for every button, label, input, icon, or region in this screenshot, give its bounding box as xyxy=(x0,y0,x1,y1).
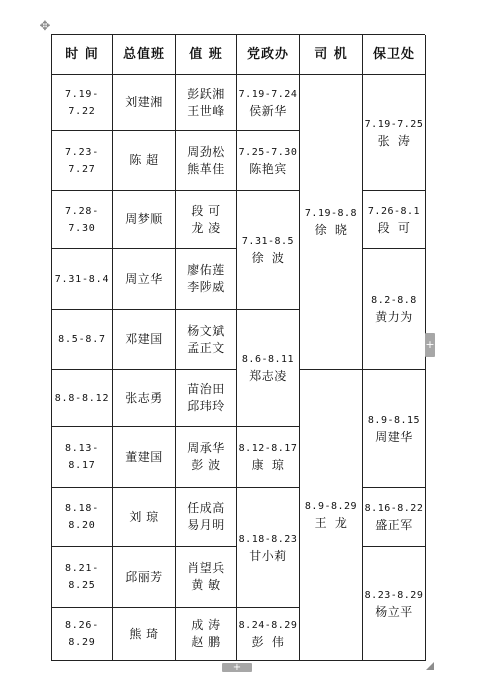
shift-date: 7.19-8.8 xyxy=(304,208,358,219)
party-office-shift xyxy=(237,191,300,310)
duty-name-2: 彭 波 xyxy=(191,458,221,472)
shift-name: 盛正军 xyxy=(375,518,413,532)
duty-name-1: 段 可 xyxy=(191,203,221,218)
security-shift xyxy=(363,75,426,191)
table-resize-corner-icon[interactable] xyxy=(426,662,434,670)
party-office-shift xyxy=(237,608,300,661)
header-party-office: 党政办 xyxy=(237,35,300,75)
duty-roster-table xyxy=(51,34,425,661)
header-duty: 值 班 xyxy=(176,35,237,75)
row-date: 8.26-8.29 xyxy=(52,608,113,661)
shift-date: 7.25-7.30 xyxy=(238,146,298,158)
shift-date: 7.19-7.24 xyxy=(238,88,298,100)
shift-date: 7.19-7.25 xyxy=(364,118,424,130)
shift-date: 8.6-8.11 xyxy=(241,354,295,365)
shift-date: 8.12-8.17 xyxy=(238,443,298,454)
shift-date: 8.9-8.29 xyxy=(304,501,358,512)
duty-name-2: 熊革佳 xyxy=(187,161,225,176)
row-duty xyxy=(176,249,237,310)
row-duty xyxy=(176,131,237,191)
row-chief: 刘建湘 xyxy=(113,75,176,131)
shift-name: 周建华 xyxy=(375,429,413,444)
row-date: 8.5-8.7 xyxy=(52,310,113,370)
row-duty xyxy=(176,547,237,608)
row-chief: 熊 琦 xyxy=(113,608,176,661)
shift-name: 徐 晓 xyxy=(314,223,348,237)
driver-shift xyxy=(300,75,363,370)
shift-date: 8.24-8.29 xyxy=(238,620,298,631)
duty-name-1: 周承华 xyxy=(187,441,225,455)
shift-date: 8.23-8.29 xyxy=(364,589,424,601)
row-duty xyxy=(176,191,237,249)
row-duty xyxy=(176,488,237,547)
duty-name-2: 邱玮玲 xyxy=(187,399,225,413)
header-driver: 司 机 xyxy=(300,35,363,75)
duty-name-2: 龙 凌 xyxy=(191,220,221,235)
shift-date: 8.9-8.15 xyxy=(367,414,421,426)
duty-name-1: 苗治田 xyxy=(187,382,225,396)
row-duty xyxy=(176,370,237,427)
shift-name: 王 龙 xyxy=(314,516,348,530)
driver-shift xyxy=(300,370,363,661)
row-chief: 张志勇 xyxy=(113,370,176,427)
row-date: 8.21-8.25 xyxy=(52,547,113,608)
shift-name: 杨立平 xyxy=(375,604,413,619)
security-shift xyxy=(363,191,426,249)
shift-name: 彭 伟 xyxy=(251,635,285,649)
party-office-shift xyxy=(237,488,300,608)
duty-name-2: 黄 敏 xyxy=(191,578,221,592)
header-date: 时 间 xyxy=(52,35,113,75)
row-chief: 邱丽芳 xyxy=(113,547,176,608)
duty-name-2: 王世峰 xyxy=(187,103,225,118)
row-date: 8.18-8.20 xyxy=(52,488,113,547)
row-chief: 周立华 xyxy=(113,249,176,310)
row-date: 7.31-8.4 xyxy=(52,249,113,310)
shift-date: 7.26-8.1 xyxy=(367,205,421,217)
shift-name: 张 涛 xyxy=(377,133,411,148)
shift-name: 徐 波 xyxy=(251,251,285,265)
table-move-handle-icon[interactable]: ✥ xyxy=(39,19,51,34)
duty-name-1: 周劲松 xyxy=(187,144,225,159)
duty-name-1: 肖望兵 xyxy=(187,561,225,575)
security-shift xyxy=(363,547,426,661)
shift-name: 陈艳宾 xyxy=(249,161,287,176)
header-security: 保卫处 xyxy=(363,35,426,75)
shift-name: 侯新华 xyxy=(249,103,287,118)
row-chief: 刘 琼 xyxy=(113,488,176,547)
row-duty xyxy=(176,427,237,488)
shift-name: 甘小莉 xyxy=(249,548,287,563)
shift-date: 8.16-8.22 xyxy=(364,503,424,514)
party-office-shift xyxy=(237,310,300,427)
party-office-shift xyxy=(237,131,300,191)
security-shift xyxy=(363,370,426,488)
row-date: 7.19-7.22 xyxy=(52,75,113,131)
row-duty xyxy=(176,75,237,131)
shift-date: 8.18-8.23 xyxy=(238,533,298,545)
security-shift xyxy=(363,249,426,370)
row-chief: 邓建国 xyxy=(113,310,176,370)
party-office-shift xyxy=(237,427,300,488)
row-duty xyxy=(176,608,237,661)
duty-name-2: 易月明 xyxy=(187,518,225,532)
duty-name-1: 彭跃湘 xyxy=(187,86,225,101)
shift-date: 8.2-8.8 xyxy=(371,295,417,306)
duty-name-2: 赵 鹏 xyxy=(191,635,221,649)
duty-name-1: 任成高 xyxy=(187,501,225,515)
shift-name: 段 可 xyxy=(377,220,411,235)
duty-name-1: 成 涛 xyxy=(191,618,221,632)
add-row-plus-icon[interactable]: + xyxy=(222,663,252,672)
row-chief: 董建国 xyxy=(113,427,176,488)
row-chief: 周梦顺 xyxy=(113,191,176,249)
table-grid xyxy=(51,34,425,661)
security-shift xyxy=(363,488,426,547)
row-date: 7.28-7.30 xyxy=(52,191,113,249)
shift-name: 黄力为 xyxy=(375,310,413,324)
row-chief: 陈 超 xyxy=(113,131,176,191)
shift-date: 7.31-8.5 xyxy=(241,236,295,247)
row-date: 8.8-8.12 xyxy=(52,370,113,427)
duty-name-1: 廖佑莲 xyxy=(187,263,225,277)
header-chief-duty: 总值班 xyxy=(113,35,176,75)
add-column-plus-icon[interactable]: + xyxy=(425,333,435,357)
duty-name-2: 孟正文 xyxy=(187,340,225,355)
shift-name: 郑志凌 xyxy=(249,369,287,383)
shift-name: 康 琼 xyxy=(251,458,285,472)
party-office-shift xyxy=(237,75,300,131)
duty-name-2: 李陟威 xyxy=(187,280,225,294)
duty-name-1: 杨文斌 xyxy=(187,323,225,338)
row-date: 7.23-7.27 xyxy=(52,131,113,191)
row-duty xyxy=(176,310,237,370)
row-date: 8.13-8.17 xyxy=(52,427,113,488)
